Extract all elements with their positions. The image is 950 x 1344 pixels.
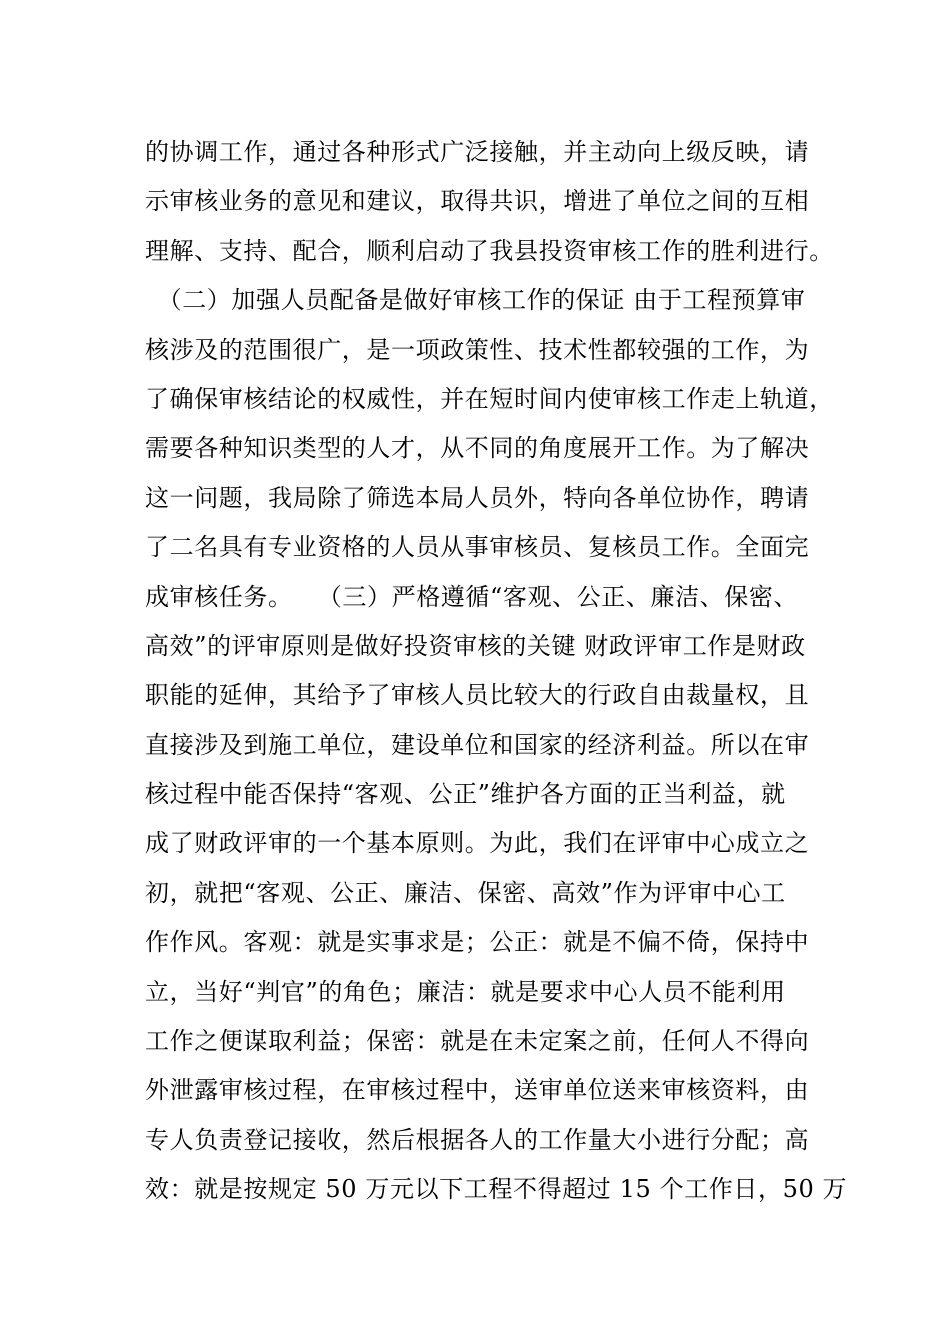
text-line: 立，当好“判官”的角色；廉洁：就是要求中心人员不能利用: [145, 977, 786, 1006]
text-line: 外泄露审核过程，在审核过程中，送审单位送来审核资料，由: [145, 1076, 810, 1105]
text-line: 成了财政评审的一个基本原则。为此，我们在评审中心成立之: [145, 829, 810, 858]
text-line: 这一问题，我局除了筛选本局人员外，特向各单位协作，聘请: [145, 483, 810, 512]
text-line: 直接涉及到施工单位，建设单位和国家的经济利益。所以在审: [145, 730, 810, 759]
text-line: 成审核任务。 （三）严格遵循“客观、公正、廉洁、保密、: [145, 582, 799, 611]
text-line: 工作之便谋取利益；保密：就是在未定案之前，任何人不得向: [145, 1027, 810, 1056]
text-line: 效：就是按规定 50 万元以下工程不得超过 15 个工作日，50 万: [145, 1175, 848, 1204]
text-line: 需要各种知识类型的人才，从不同的角度展开工作。为了解决: [145, 434, 810, 463]
text-line: 了二名具有专业资格的人员从事审核员、复核员工作。全面完: [145, 533, 810, 562]
body-text: [145, 128, 848, 1215]
text-line: 高效”的评审原则是做好投资审核的关键 财政评审工作是财政: [145, 631, 806, 660]
text-line: 的协调工作，通过各种形式广泛接触，并主动向上级反映，请: [145, 138, 810, 166]
text-line: 了确保审核结论的权威性，并在短时间内使审核工作走上轨道，: [145, 384, 834, 413]
text-line: 作作风。客观：就是实事求是；公正：就是不偏不倚，保持中: [145, 928, 810, 957]
text-line: （二）加强人员配备是做好审核工作的保证 由于工程预算审: [145, 286, 806, 315]
text-line: 示审核业务的意见和建议，取得共识，增进了单位之间的互相: [145, 187, 810, 216]
text-line: 理解、支持、配合，顺利启动了我县投资审核工作的胜利进行。: [145, 236, 834, 265]
text-line: 初，就把“客观、公正、廉洁、保密、高效”作为评审中心工: [145, 878, 786, 907]
text-line: 专人负责登记接收，然后根据各人的工作量大小进行分配；高: [145, 1125, 810, 1154]
text-line: 职能的延伸，其给予了审核人员比较大的行政自由裁量权，且: [145, 681, 810, 710]
text-line: 核涉及的范围很广，是一项政策性、技术性都较强的工作，为: [145, 335, 810, 364]
text-line: 核过程中能否保持“客观、公正”维护各方面的正当利益，就: [145, 780, 786, 809]
